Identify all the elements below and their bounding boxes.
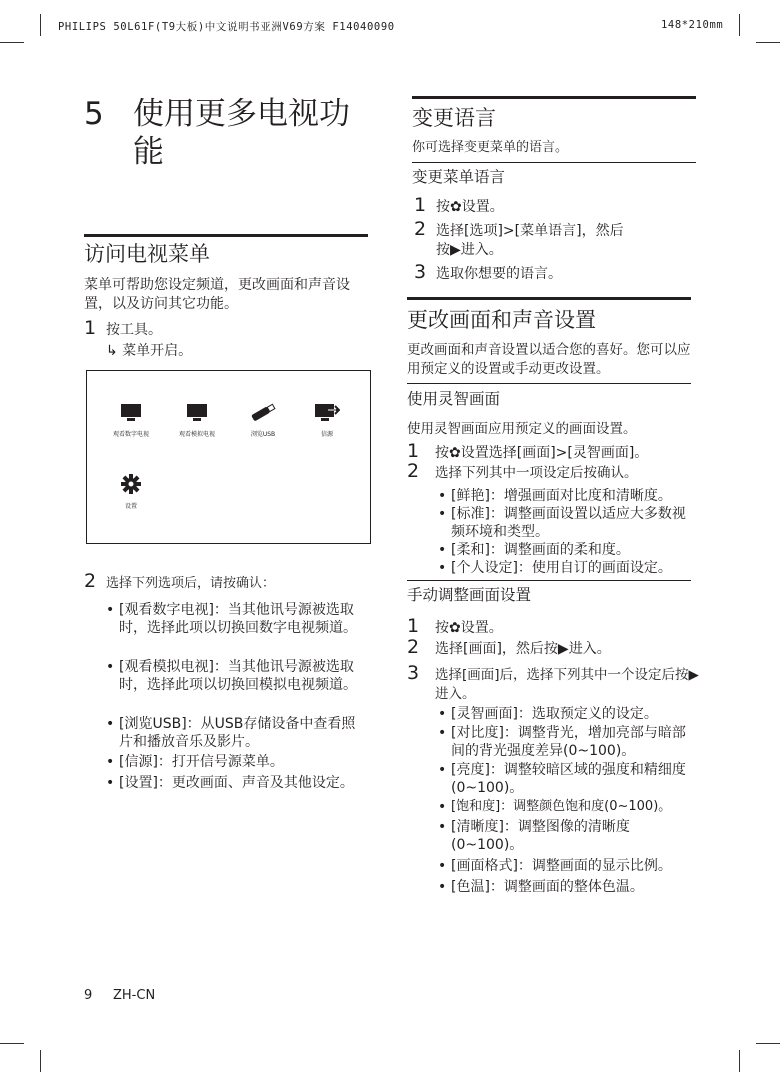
change-language-intro: 你可选择变更菜单的语言。 (412, 140, 569, 155)
step-number: 2 (84, 570, 97, 592)
header-right: 148*210mm (661, 19, 724, 31)
sub-rule (412, 162, 696, 163)
menu-item[interactable] (101, 473, 161, 511)
step-result: ↳ 菜单开启。 (106, 343, 193, 359)
crop-mark (40, 1050, 41, 1072)
picture-sound-intro: 更改画面和声音设置以适合您的喜好。您可以应用预定义的设置或手动更改设置。 (407, 342, 691, 377)
access-menu-heading: 访问电视菜单 (84, 242, 210, 266)
access-menu-intro: 菜单可帮助您设定频道，更改画面和声音设置，以及访问其它功能。 (84, 277, 350, 312)
sub-rule (407, 383, 691, 384)
crop-mark (0, 42, 24, 43)
crop-mark (739, 14, 740, 36)
tv-icon (186, 403, 208, 423)
menu-item-label: 设置 (124, 503, 137, 510)
menu-item[interactable] (233, 401, 293, 439)
crop-mark (739, 1050, 740, 1072)
tv-icon (120, 403, 142, 423)
picture-sound-heading: 更改画面和声音设置 (407, 308, 596, 332)
step-text: 选择下列选项后，请按确认： (106, 576, 276, 591)
smart-picture-intro: 使用灵智画面应用预定义的画面设置。 (407, 421, 637, 437)
sub-rule (407, 580, 691, 581)
manual-picture-subheading: 手动调整画面设置 (407, 586, 532, 604)
crop-mark (756, 42, 780, 43)
crop-mark (756, 1043, 780, 1044)
menu-item-label: 浏览USB (250, 431, 276, 438)
menu-item-label: 信源 (320, 431, 333, 438)
step-text: 按工具。 (106, 322, 162, 338)
chapter-name: 使用更多电视功能 (133, 96, 350, 170)
menu-item-label: 观看模拟电视 (178, 431, 215, 438)
section-rule (407, 297, 691, 300)
menu-item[interactable] (297, 403, 357, 439)
smart-picture-subheading: 使用灵智画面 (407, 390, 501, 408)
section-rule (412, 96, 696, 99)
menu-item[interactable] (167, 403, 227, 439)
header-left: PHILIPS 50L61F(T9大板)中文说明书亚洲V69方案 F14040090 (58, 21, 395, 33)
page-number: 9 (84, 988, 93, 1003)
crop-mark (40, 14, 41, 36)
menu-item[interactable] (101, 403, 161, 439)
gear-icon (120, 473, 142, 495)
footer-language: ZH-CN (113, 988, 156, 1003)
crop-mark (0, 1043, 24, 1044)
usb-icon (248, 401, 278, 423)
section-rule (84, 234, 368, 237)
chapter-number: 5 (84, 96, 104, 132)
change-language-heading: 变更语言 (412, 106, 496, 130)
tv-menu (86, 370, 371, 544)
source-icon (314, 403, 340, 423)
change-language-subheading: 变更菜单语言 (412, 168, 506, 186)
menu-item-label: 观看数字电视 (112, 431, 149, 438)
step-number: 1 (84, 317, 97, 339)
